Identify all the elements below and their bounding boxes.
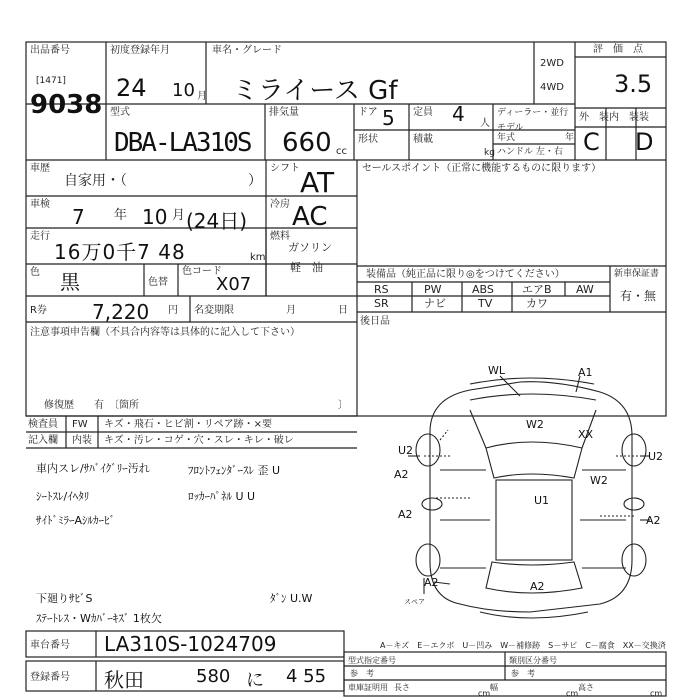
mark-xx: XX [578, 428, 594, 441]
equip-pw: PW [424, 283, 442, 296]
yen-label: 円 [168, 305, 178, 316]
car-diagram [408, 376, 650, 618]
mark-top: WL [488, 364, 506, 377]
r-ticket-label: R券 [30, 305, 47, 316]
kg-label: kg [484, 148, 495, 158]
note-8: ﾀﾞﾝ U.W [270, 592, 313, 605]
reg-year-value: 24 [116, 74, 147, 102]
fw-label: FW [72, 419, 88, 430]
door-label: ドア [358, 107, 378, 118]
width-cm: cm [566, 689, 579, 698]
mark-u2-right: U2 [648, 450, 664, 463]
mark-u2-left: U2 [398, 444, 414, 457]
interior-items: キズ・汚レ・コゲ・穴・スレ・キレ・破レ [104, 435, 294, 446]
mileage-value: 16万0千7 48 [54, 240, 186, 264]
history-close: ） [248, 173, 262, 189]
mark-a2-bottom-left: A2 [424, 576, 439, 589]
car-name-value: ミライース Gf [232, 76, 398, 106]
note-1: 車内スレ/ｻﾊﾞｲｸﾞﾘｰ汚れ [36, 462, 150, 475]
fuel-gasoline: ガソリン [288, 241, 332, 254]
inspection-label: 車検 [30, 199, 50, 210]
inspection-year-value: 7 [72, 205, 85, 229]
width-label: 幅 [490, 683, 498, 692]
equip-aw: AW [576, 283, 594, 296]
note-5: ﾛｯｶｰﾊﾟﾈﾙ U U [188, 490, 256, 503]
note-2: ｼｰﾄｽﾚ/ｲﾍﾀﾘ [36, 490, 90, 503]
lot-number-value: 9038 [30, 90, 103, 120]
mark-u1-center: U1 [534, 494, 550, 507]
shift-label: シフト [270, 163, 300, 174]
length-label: 長さ [394, 683, 410, 692]
inspection-month-value: 10 [142, 205, 168, 229]
interior-short-label: 内装 [72, 435, 92, 446]
note-4: ﾌﾛﾝﾄﾌｪﾝﾀﾞｰｽﾚ 歪 U [188, 464, 281, 477]
transfer-day: 日 [338, 305, 348, 316]
int-grade-value: D [635, 128, 654, 156]
equip-tv: TV [478, 297, 493, 310]
chassis-number-value: LA310S-1024709 [104, 632, 277, 656]
interior-label-2: 装 [639, 112, 649, 123]
ref-label: 参 考 [350, 669, 374, 678]
warranty-value: 有・無 [620, 289, 657, 303]
fw-items: キズ・飛石・ヒビ割・リペア跡・×要 [104, 419, 272, 430]
capacity-value: 4 [452, 102, 465, 126]
ac-value: AC [292, 202, 328, 232]
reg-num-value: 4 55 [286, 666, 327, 687]
warranty-label: 新車保証書 [614, 269, 660, 279]
displacement-unit: cc [336, 146, 347, 157]
length-cm: cm [478, 689, 491, 698]
capacity-label: 定員 [413, 107, 433, 118]
doors-value: 5 [382, 106, 395, 130]
equip-abs: ABS [472, 283, 494, 296]
handle-label: ハンドル 左・右 [497, 147, 563, 157]
reg-class-value: 580 [196, 666, 231, 687]
cert-label: 車庫証明用 [348, 683, 388, 692]
color-value: 黒 [60, 270, 80, 294]
category-label: 類別区分番号 [509, 656, 557, 665]
note-3: ｻｲﾄﾞﾐﾗｰAｼﾙｶｰﾋﾞ [36, 514, 116, 527]
remarks-header: 注意事項申告欄（不具合内容等は具体的に記入して下さい） [30, 327, 300, 338]
reg-no-label: 登録番号 [30, 672, 70, 683]
capacity-unit: 人 [480, 118, 490, 129]
reg-kana-value: に [246, 670, 264, 691]
lot-code: [1471] [36, 76, 66, 86]
mark-a2-right: A2 [646, 514, 661, 527]
mark-a2-left-lower: A2 [398, 508, 413, 521]
mark-w2-front: W2 [526, 418, 544, 431]
note-6: 下廻りｻﾋﾞS [36, 592, 93, 605]
record-field: 記入欄 [28, 435, 58, 446]
equip-rs: RS [374, 283, 389, 296]
inspect-field: 検査員 [28, 419, 58, 430]
shape-label: 形状 [358, 134, 378, 145]
spare-label: スペア [404, 598, 425, 606]
mark-a2-left-upper: A2 [394, 468, 409, 481]
reg-month-value: 10 [172, 80, 195, 101]
reg-month-unit: 月 [197, 91, 207, 102]
inspection-day-value: (24日) [186, 209, 248, 233]
color-code-label: 色コード [182, 266, 222, 277]
exterior-label: 外 装 [579, 112, 609, 123]
inspection-month-unit: 月 [172, 208, 186, 223]
drive-4wd-label: 4WD [540, 82, 564, 93]
score-label: 評 価 点 [593, 44, 643, 55]
year-unit: 年 [565, 133, 575, 143]
first-reg-label: 初度登録年月 [110, 45, 170, 56]
inspection-year-unit: 年 [114, 208, 128, 223]
transfer-label: 名変期限 [194, 305, 234, 316]
recycle-fee-value: 7,220 [92, 300, 150, 324]
color-label: 色 [30, 267, 40, 278]
ext-grade-value: C [583, 128, 600, 156]
year-label: 年式 [497, 133, 516, 143]
color-no-label: 色替 [148, 277, 168, 288]
type-spec-label: 型式指定番号 [348, 656, 396, 665]
displacement-value: 660 [282, 128, 332, 158]
mark-w2-right: W2 [590, 474, 608, 487]
color-code-value: X07 [216, 274, 252, 295]
shift-value: AT [300, 166, 335, 199]
sales-point-label: セールスポイント（正常に機能するものに限ります） [362, 163, 602, 174]
km-label: km [250, 252, 266, 263]
dealer-label: ディーラー・並行 [497, 108, 569, 118]
repair-history-label: 修復歴 有 〔箇所 [44, 400, 139, 411]
interior-label: 内 装 [609, 112, 639, 123]
score-value: 3.5 [614, 70, 653, 98]
lot-number-label: 出品番号 [30, 45, 70, 56]
equip-airbag: エアB [522, 283, 552, 296]
model-value: DBA-LA310S [114, 128, 251, 158]
ref2-label: 参 考 [511, 669, 535, 678]
mark-a2-bottom: A2 [530, 580, 545, 593]
transfer-month: 月 [286, 305, 296, 316]
history-label: 車歴 [30, 163, 50, 174]
model-label: 型式 [110, 107, 130, 118]
mark-top-right: A1 [578, 366, 593, 379]
model-year-label: モデル [497, 123, 524, 133]
displacement-label: 排気量 [269, 107, 299, 118]
equip-navi: ナビ [424, 297, 446, 310]
drive-2wd-label: 2WD [540, 58, 564, 69]
repair-bracket: 〕 [338, 400, 348, 411]
car-name-label: 車名・グレード [212, 45, 282, 56]
after-note-label: 後日品 [360, 316, 390, 327]
load-label: 積載 [413, 134, 433, 145]
ac-label: 冷房 [270, 199, 290, 210]
reg-area-value: 秋田 [104, 668, 144, 692]
history-value: 自家用・（ [64, 173, 127, 189]
fuel-label: 燃料 [270, 231, 290, 242]
chassis-no-label: 車台番号 [30, 640, 70, 651]
height-cm: cm [650, 689, 663, 698]
height-label: 高さ [578, 683, 594, 692]
equipment-label: 装備品（純正品に限り◎をつけてください） [366, 269, 565, 280]
legend: A－キズ E－エクボ U－凹み W－補修跡 S－サビ C－腐食 XX－交換済 [380, 641, 666, 650]
equip-sr: SR [374, 297, 389, 310]
mileage-label: 走行 [30, 231, 50, 242]
equip-leather: カワ [526, 297, 548, 310]
fuel-diesel: 軽 油 [290, 261, 323, 274]
note-7: ｽﾃｰﾄﾚｽ・Wｶﾊﾞｰｷｽﾞ 1枚欠 [36, 612, 162, 625]
